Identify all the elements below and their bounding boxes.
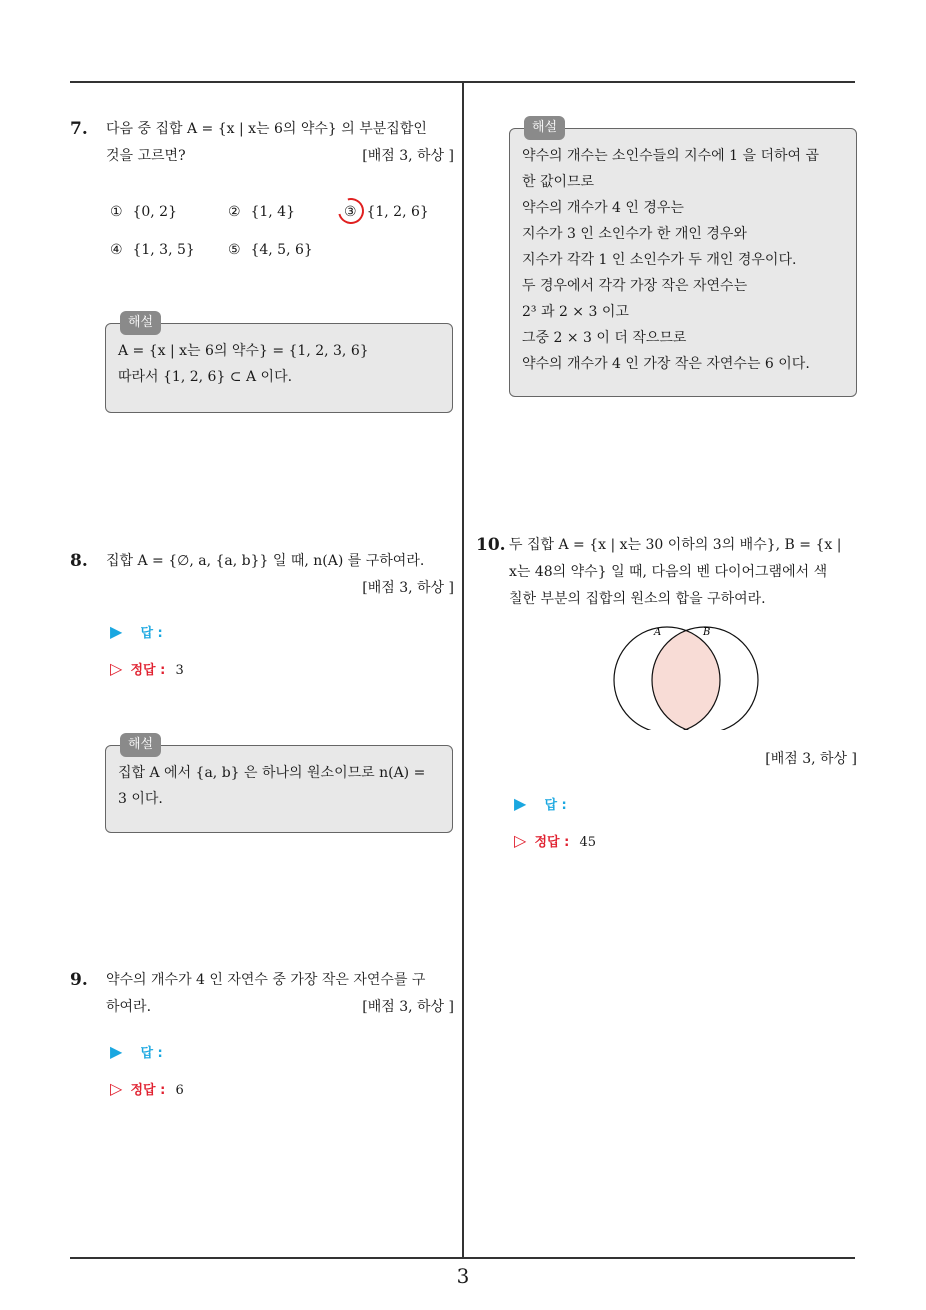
outline-arrow-icon: ▷ (110, 1079, 123, 1098)
correct-answer-row (110, 1079, 184, 1099)
question-number: 7. (70, 119, 88, 139)
bottom-rule (70, 1257, 855, 1259)
solution-tag: 해설 (120, 733, 161, 757)
solution-line: A = {x | x는 6의 약수} = {1, 2, 3, 6} (118, 343, 369, 359)
solution-line: 약수의 개수가 4 인 경우는 (522, 200, 684, 216)
solution-line: 그중 2 × 3 이 더 작으므로 (522, 330, 687, 346)
correct-answer-row (110, 659, 184, 679)
answer-input-row[interactable] (110, 622, 184, 642)
question-10 (476, 532, 860, 613)
answer-block (110, 622, 184, 679)
answer-block (110, 1042, 184, 1099)
question-text: 칠한 부분의 집합의 원소의 합을 구하여라. (509, 591, 766, 607)
outline-arrow-icon: ▷ (110, 659, 123, 678)
question-text: 것을 고르면? (106, 148, 186, 164)
correct-value: 6 (175, 1083, 184, 1098)
correct-label: 정답 : (130, 663, 166, 678)
correct-label: 정답 : (130, 1083, 166, 1098)
question-number: 8. (70, 551, 88, 571)
correct-label: 정답 : (534, 835, 570, 850)
answer-label: 답 : (544, 798, 567, 813)
choice-3[interactable]: ③ {1, 2, 6} (344, 204, 429, 220)
answer-input-row[interactable] (514, 794, 596, 814)
outline-arrow-icon: ▷ (514, 831, 527, 850)
solution-line: 2³ 과 2 × 3 이고 (522, 304, 629, 320)
answer-input-row[interactable] (110, 1042, 184, 1062)
correct-answer-row (514, 831, 596, 851)
play-arrow-icon: ▶ (514, 794, 527, 813)
question-text: 집합 A = {∅, a, {a, b}} 일 때, n(A) 를 구하여라. (106, 553, 425, 569)
solution-box (105, 315, 453, 413)
venn-label-b: B (703, 627, 711, 638)
question-text: x는 48의 약수} 일 때, 다음의 벤 다이어그램에서 색 (509, 564, 828, 580)
play-arrow-icon: ▶ (110, 622, 123, 641)
choice-2[interactable]: ② {1, 4} (228, 204, 295, 220)
score-meta: [배점 3, 하상 ] (362, 148, 454, 164)
column-divider (462, 82, 464, 1257)
question-9 (70, 967, 454, 1021)
solution-tag: 해설 (524, 116, 565, 140)
solution-line: 3 이다. (118, 791, 163, 807)
score-meta: [배점 3, 하상 ] (765, 751, 857, 767)
choice-4[interactable]: ④ {1, 3, 5} (110, 242, 195, 258)
choice-list (110, 204, 450, 264)
solution-line: 한 값이므로 (522, 174, 595, 190)
solution-tag: 해설 (120, 311, 161, 335)
solution-line: 두 경우에서 각각 가장 작은 자연수는 (522, 278, 748, 294)
solution-line: 집합 A 에서 {a, b} 은 하나의 원소이므로 n(A) = (118, 765, 426, 781)
solution-box (509, 120, 857, 397)
choice-1[interactable]: ① {0, 2} (110, 204, 177, 220)
solution-box (105, 737, 453, 833)
selected-answer-mark (333, 193, 369, 229)
solution-line: 약수의 개수가 4 인 가장 작은 자연수는 6 이다. (522, 356, 810, 372)
question-number: 10. (476, 535, 506, 555)
venn-label-a: A (654, 627, 662, 638)
question-8 (70, 548, 454, 602)
choice-5[interactable]: ⑤ {4, 5, 6} (228, 242, 313, 258)
solution-line: 약수의 개수는 소인수들의 지수에 1 을 더하여 곱 (522, 148, 820, 164)
play-arrow-icon: ▶ (110, 1042, 123, 1061)
answer-label: 답 : (140, 626, 163, 641)
solution-line: 지수가 3 인 소인수가 한 개인 경우와 (522, 226, 747, 242)
correct-value: 3 (175, 663, 184, 678)
correct-value: 45 (579, 835, 596, 850)
question-number: 9. (70, 970, 88, 990)
page-number: 3 (456, 1264, 470, 1288)
question-text: 하여라. (106, 999, 152, 1015)
venn-diagram (605, 620, 765, 730)
question-text: 약수의 개수가 4 인 자연수 중 가장 작은 자연수를 구 (106, 972, 426, 988)
score-meta: [배점 3, 하상 ] (362, 580, 454, 596)
solution-line: 지수가 각각 1 인 소인수가 두 개인 경우이다. (522, 252, 797, 268)
question-text: 두 집합 A = {x | x는 30 이하의 3의 배수}, B = {x | (509, 537, 842, 553)
question-text: 다음 중 집합 A = {x | x는 6의 약수} 의 부분집합인 (106, 121, 427, 137)
answer-block (514, 794, 596, 851)
question-7 (70, 116, 454, 170)
score-meta: [배점 3, 하상 ] (362, 999, 454, 1015)
solution-line: 따라서 {1, 2, 6} ⊂ A 이다. (118, 369, 293, 385)
answer-label: 답 : (140, 1046, 163, 1061)
